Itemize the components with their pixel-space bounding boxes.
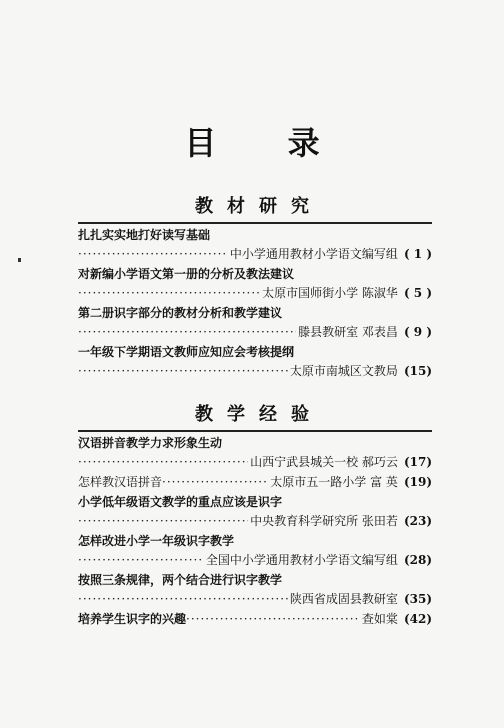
toc-entry[interactable]: [78, 343, 432, 381]
entry-title: 怎样改进小学一年级识字教学: [78, 534, 235, 548]
entry-source: 滕县教研室 邓表昌: [298, 325, 398, 339]
leader-dots: [162, 473, 268, 492]
entry-title: 对新编小学语文第一册的分析及教法建议: [78, 267, 295, 281]
entry-page: (28): [403, 553, 432, 567]
leader-dots: [186, 610, 360, 629]
section-rule: [78, 430, 432, 432]
entry-title: 小学低年级语文教学的重点应该是识字: [78, 495, 283, 509]
entry-title: 汉语拼音教学力求形象生动: [78, 436, 223, 450]
toc-entry[interactable]: [78, 473, 432, 492]
entry-title: 怎样教汉语拼音: [78, 475, 163, 489]
entry-source: 山西宁武县城关一校 郝巧云: [250, 455, 398, 469]
section-rule: [78, 222, 432, 224]
entry-page: (35): [403, 592, 432, 606]
toc-entry[interactable]: [78, 532, 432, 570]
toc-entry[interactable]: [78, 493, 432, 531]
entry-source: 太原市南城区文教局: [289, 364, 398, 378]
toc-list-section-1: [78, 226, 432, 382]
entry-page: (15): [403, 364, 432, 378]
entry-page: (19): [403, 475, 432, 489]
toc-entry[interactable]: [78, 571, 432, 609]
toc-entry[interactable]: [78, 610, 432, 629]
scan-speck: [18, 258, 21, 262]
entry-source: 太原市五一路小学 富 英: [270, 475, 398, 489]
toc-entry[interactable]: [78, 304, 432, 342]
leader-dots: [78, 284, 260, 303]
entry-title: 扎扎实实地打好读写基础: [78, 228, 211, 242]
entry-page: (17): [403, 455, 432, 469]
leader-dots: [78, 512, 248, 531]
leader-dots: [78, 245, 228, 264]
page-title: 目 录: [184, 124, 350, 162]
leader-dots: [78, 362, 288, 381]
toc-list-section-2: [78, 434, 432, 630]
leader-dots: [78, 551, 204, 570]
toc-entry[interactable]: [78, 265, 432, 303]
entry-page: ( 9 ): [403, 325, 432, 339]
leader-dots: [78, 590, 288, 609]
entry-title: 培养学生识字的兴趣: [78, 612, 187, 626]
section-heading-teaching-material: 教材研究: [195, 196, 323, 217]
entry-title: 按照三条规律，两个结合进行识字教学: [78, 573, 283, 587]
entry-source: 中小学通用教材小学语文编写组: [229, 247, 398, 261]
toc-entry[interactable]: [78, 226, 432, 264]
entry-title: 一年级下学期语文教师应知应会考核提纲: [78, 345, 295, 359]
entry-page: (23): [403, 514, 432, 528]
section-heading-teaching-experience: 教学经验: [195, 404, 323, 425]
entry-source: 中央教育科学研究所 张田若: [250, 514, 398, 528]
entry-source: 全国中小学通用教材小学语文编写组: [205, 553, 398, 567]
entry-page: ( 1 ): [403, 247, 432, 261]
entry-page: ( 5 ): [403, 286, 432, 300]
leader-dots: [78, 453, 248, 472]
entry-title: 第二册识字部分的教材分析和教学建议: [78, 306, 283, 320]
entry-source: 太原市国师街小学 陈淑华: [262, 286, 398, 300]
toc-entry[interactable]: [78, 434, 432, 472]
leader-dots: [78, 323, 296, 342]
entry-source: 查如棠: [361, 612, 398, 626]
entry-page: (42): [403, 612, 432, 626]
entry-source: 陕西省成固县教研室: [289, 592, 398, 606]
